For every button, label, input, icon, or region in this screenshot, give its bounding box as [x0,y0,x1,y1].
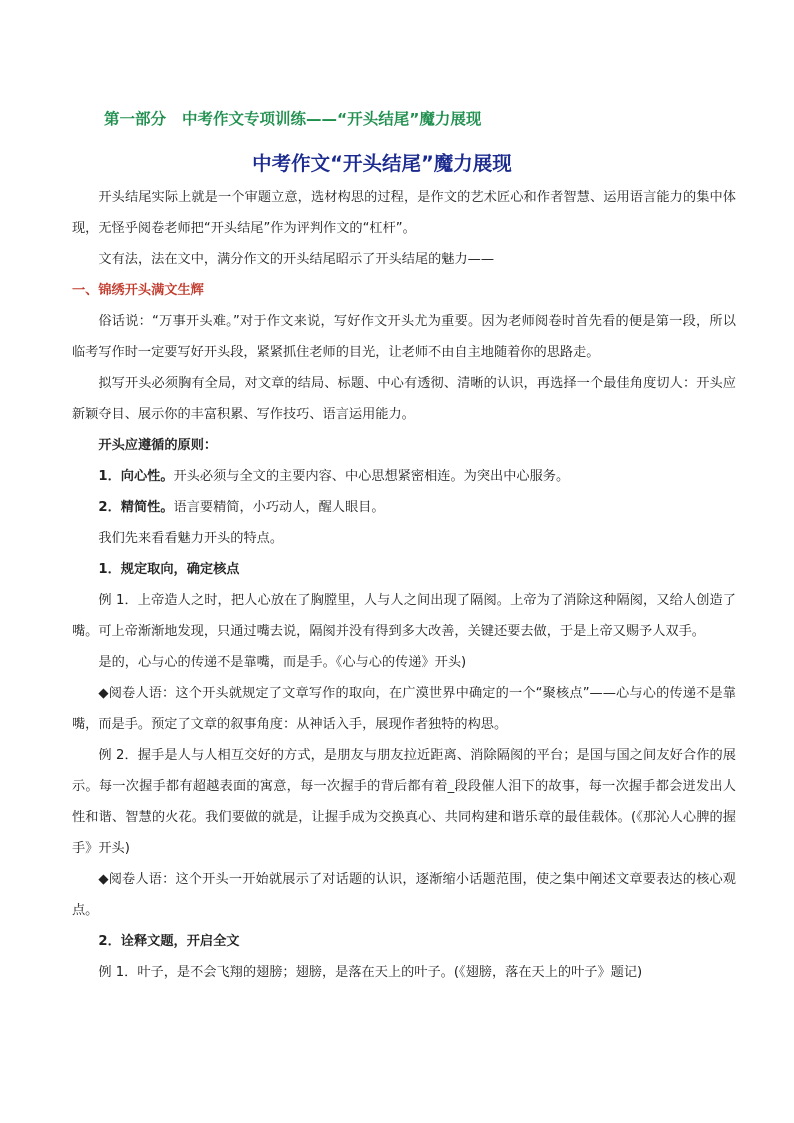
part-label: 第一部分 [104,110,167,128]
example-paragraph: 例 1．叶子，是不会飞翔的翅膀；翅膀，是落在天上的叶子。(《翅膀，落在天上的叶子》题记) [98,965,643,980]
example-paragraph: 例 2．握手是人与人相互交好的方式，是朋友与朋友拉近距离、消除隔阂的平台；是国与国之间友好合作的展示。每一次握手都有超越表面的寓意，每一次握手的背后都有着_段段催人泪下的故事，每一次握手都会迸发出人性和谐、智慧的火花。我们要做的就是，让握手成为交换真心、共同构建和谐乐章的最佳载体。(《那沁人心脾的握手》开头) [72,748,736,856]
rule-text: 开头必须与全文的主要内容、中心思想紧密相连。为突出中心服务。 [173,469,570,484]
example-paragraph: 是的，心与心的传递不是靠嘴，而是手。《心与心的传递》开头) [98,655,467,670]
intro-paragraph: 开头结尾实际上就是一个审题立意，选材构思的过程，是作文的艺术匠心和作者智慧、运用语言能力的集中体现，无怪乎阅卷老师把“开头结尾”作为评判作文的“杠杆”。 [72,190,736,236]
subheading: 1．规定取向，确定核点 [98,562,240,577]
rule-item [72,461,736,492]
rule-label: 2．精简性。 [98,500,174,515]
subheading: 2．诠释文题，开启全文 [98,934,240,949]
rule-text: 语言要精简，小巧动人，醒人眼目。 [173,500,385,515]
body-paragraph: 拟写开头必须胸有全局，对文章的结局、标题、中心有透彻、清晰的认识，再选择一个最佳角度切人：开头应新颖夺目、展示你的丰富积累、写作技巧、语言运用能力。 [72,376,736,422]
section-heading: 一、锦绣开头满文生辉 [72,283,204,298]
reviewer-comment: ◆阅卷人语：这个开头就规定了文章写作的取向，在广漠世界中确定的一个“聚核点”——心与心的传递不是靠嘴，而是手。预定了文章的叙事角度：从神话入手，展现作者独特的构思。 [72,686,736,732]
reviewer-comment: ◆阅卷人语：这个开头一开始就展示了对话题的认识，逐渐缩小话题范围，使之集中阐述文章要表达的核心观点。 [72,872,736,918]
rule-label: 1．向心性。 [98,469,174,484]
rule-item [72,492,736,523]
body-paragraph: 我们先来看看魅力开头的特点。 [98,531,284,546]
section-header [104,107,481,129]
principle-heading: 开头应遵循的原则： [98,438,218,453]
document-body [72,182,736,988]
body-paragraph: 俗话说：“万事开头难。”对于作文来说，写好作文开头尤为重要。因为老师阅卷时首先看的便是第一段，所以临考写作时一定要写好开头段，紧紧抓住老师的目光，让老师不由自主地随着你的思路走。 [72,314,736,360]
example-paragraph: 例 1．上帝造人之时，把人心放在了胸膛里，人与人之间出现了隔阂。上帝为了消除这种隔阂，又给人创造了嘴。可上帝渐渐地发现，只通过嘴去说，隔阂并没有得到多大改善，关键还要去做，于是上帝又赐予人双手。 [72,593,736,639]
main-title: 中考作文“开头结尾”魔力展现 [252,152,512,175]
intro-paragraph-2: 文有法，法在文中，满分作文的开头结尾昭示了开头结尾的魅力—— [98,252,495,267]
header-title: 中考作文专项训练——“开头结尾”魔力展现 [182,110,482,128]
